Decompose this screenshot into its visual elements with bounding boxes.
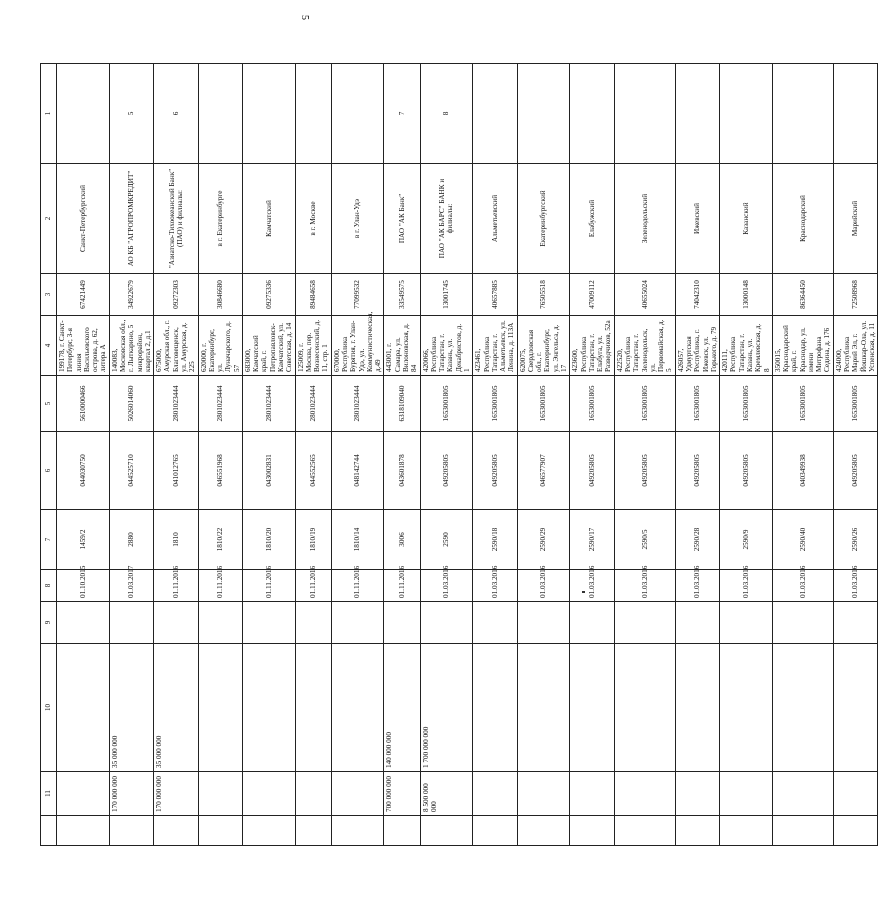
cell-name: ПАО "АК БАРС" БАНК и филиалы: bbox=[420, 164, 473, 274]
cell-date: 01.03.2016 bbox=[675, 570, 719, 602]
table-row bbox=[570, 64, 614, 846]
cell-address: 424000, Республика Марий Эл, г. Йошкар-Ола, ул. Успенская, д. 11 bbox=[833, 316, 877, 376]
cell-address: 422520, Республика Татарстан, г. Зеленодольск, ул. Первомайская, д. 5 bbox=[614, 316, 675, 376]
cell-c9 bbox=[57, 602, 110, 644]
table-row bbox=[517, 64, 570, 846]
row-spacer bbox=[473, 816, 517, 846]
row-spacer bbox=[57, 816, 110, 846]
cell-c10: 35 000 000 bbox=[154, 644, 198, 772]
cell-name: Санкт-Петербургский bbox=[57, 164, 110, 274]
cell-date: 01.11.2016 bbox=[295, 570, 331, 602]
cell-address: 199178, г. Санкт-Петербург, 3-я линия Васильевского острова, д. 62, литера А bbox=[57, 316, 110, 376]
cell-date: 01.03.2016 bbox=[473, 570, 517, 602]
cell-name: "Азиатско-Тихоокеанский Банк" (ПАО) и филиалы: bbox=[154, 164, 198, 274]
cell-name: в г. Улан-Удэ bbox=[331, 164, 384, 274]
cell-reg: 2590/40 bbox=[772, 510, 833, 570]
cell-n bbox=[772, 64, 833, 164]
cell-c9 bbox=[109, 602, 153, 644]
cell-bik: 049205805 bbox=[473, 432, 517, 510]
cell-inn: 5610000466 bbox=[57, 376, 110, 432]
cell-name: Ижевский bbox=[675, 164, 719, 274]
cell-inn: 1653001805 bbox=[473, 376, 517, 432]
cell-c9 bbox=[331, 602, 384, 644]
cell-inn: 1653001805 bbox=[833, 376, 877, 432]
table-row bbox=[198, 64, 242, 846]
cell-address: 423600, Республика Татарстан, г. Елабуга, ул. Разведчиков, 52а bbox=[570, 316, 614, 376]
cell-n bbox=[833, 64, 877, 164]
cell-code: 30846680 bbox=[198, 274, 242, 316]
cell-code: 09275336 bbox=[242, 274, 295, 316]
header-cell: 6 bbox=[41, 432, 57, 510]
cell-c9 bbox=[242, 602, 295, 644]
page-number: 5 bbox=[299, 15, 310, 20]
cell-c11 bbox=[331, 772, 384, 816]
cell-name: Зеленодольский bbox=[614, 164, 675, 274]
cell-code: 47009112 bbox=[570, 274, 614, 316]
cell-n bbox=[614, 64, 675, 164]
cell-inn: 1653001805 bbox=[614, 376, 675, 432]
cell-c9 bbox=[833, 602, 877, 644]
cell-code: 40655024 bbox=[614, 274, 675, 316]
cell-reg: 2590/5 bbox=[614, 510, 675, 570]
row-spacer bbox=[295, 816, 331, 846]
cell-c11 bbox=[720, 772, 773, 816]
header-cell: 7 bbox=[41, 510, 57, 570]
cell-address: 670000, Республика Бурятия, г. Улан-Удэ, ул. Коммунистическая, д.49 bbox=[331, 316, 384, 376]
cell-inn: 2801023444 bbox=[242, 376, 295, 432]
cell-inn: 1653001805 bbox=[420, 376, 473, 432]
cell-c9 bbox=[154, 602, 198, 644]
cell-date: 01.11.2016 bbox=[242, 570, 295, 602]
row-spacer bbox=[331, 816, 384, 846]
row-spacer bbox=[675, 816, 719, 846]
cell-bik: 049205805 bbox=[570, 432, 614, 510]
cell-reg: 1810/20 bbox=[242, 510, 295, 570]
cell-name: Казанский bbox=[720, 164, 773, 274]
cell-bik: 049205805 bbox=[833, 432, 877, 510]
cell-reg: 1810 bbox=[154, 510, 198, 570]
cell-c10 bbox=[833, 644, 877, 772]
cell-c10 bbox=[473, 644, 517, 772]
cell-n bbox=[517, 64, 570, 164]
cell-code: 89484658 bbox=[295, 274, 331, 316]
cell-c9 bbox=[772, 602, 833, 644]
cell-address: 620075, Свердловская обл., г. Екатеринбург, ул. Энгельса, д. 17 bbox=[517, 316, 570, 376]
cell-inn: 2801023444 bbox=[198, 376, 242, 432]
cell-code: 13001745 bbox=[420, 274, 473, 316]
table-row bbox=[331, 64, 384, 846]
cell-bik: 046551968 bbox=[198, 432, 242, 510]
header-cell: 4 bbox=[41, 316, 57, 376]
cell-c11 bbox=[473, 772, 517, 816]
cell-inn: 1653001805 bbox=[517, 376, 570, 432]
cell-name: в г. Екатеринбурге bbox=[198, 164, 242, 274]
cell-c11 bbox=[295, 772, 331, 816]
cell-name: Елабужский bbox=[570, 164, 614, 274]
row-spacer bbox=[614, 816, 675, 846]
table-row bbox=[57, 64, 110, 846]
cell-reg: 3006 bbox=[384, 510, 420, 570]
cell-reg: 1459/2 bbox=[57, 510, 110, 570]
row-spacer bbox=[242, 816, 295, 846]
cell-n bbox=[675, 64, 719, 164]
cell-date: 01.03.2016 bbox=[772, 570, 833, 602]
cell-address: 620000, г. Екатеринбург, ул. Луначарского, д. 57 bbox=[198, 316, 242, 376]
cell-code: 86364450 bbox=[772, 274, 833, 316]
cell-inn: 1653001805 bbox=[772, 376, 833, 432]
cell-reg: 2590/9 bbox=[720, 510, 773, 570]
cell-name: Екатеринбургский bbox=[517, 164, 570, 274]
cell-c10 bbox=[675, 644, 719, 772]
table-row bbox=[720, 64, 773, 846]
cell-bik: 043601878 bbox=[384, 432, 420, 510]
cell-code: 72508968 bbox=[833, 274, 877, 316]
cell-reg: 2590/29 bbox=[517, 510, 570, 570]
cell-name: в г. Москве bbox=[295, 164, 331, 274]
cell-c9 bbox=[614, 602, 675, 644]
cell-n bbox=[473, 64, 517, 164]
cell-code: 67421449 bbox=[57, 274, 110, 316]
cell-inn: 2801023444 bbox=[331, 376, 384, 432]
cell-bik: 048142744 bbox=[331, 432, 384, 510]
cell-bik: 046577907 bbox=[517, 432, 570, 510]
cell-reg: 1810/19 bbox=[295, 510, 331, 570]
cell-date: 01.03.2016 bbox=[420, 570, 473, 602]
cell-c11 bbox=[675, 772, 719, 816]
row-spacer bbox=[517, 816, 570, 846]
cell-n bbox=[57, 64, 110, 164]
cell-c9 bbox=[384, 602, 420, 644]
cell-inn: 6318109040 bbox=[384, 376, 420, 432]
header-cell: 2 bbox=[41, 164, 57, 274]
cell-reg: 2590/28 bbox=[675, 510, 719, 570]
cell-address: 423461, Республика Татарстан, г. Альметьевск, ул. Ленина, д. 113А bbox=[473, 316, 517, 376]
cell-reg: 2590 bbox=[420, 510, 473, 570]
cell-c9 bbox=[570, 602, 614, 644]
table-row bbox=[833, 64, 877, 846]
row-spacer bbox=[109, 816, 153, 846]
cell-c11: 8 500 000 000 bbox=[420, 772, 473, 816]
table-row bbox=[420, 64, 473, 846]
cell-code: 76505518 bbox=[517, 274, 570, 316]
table-row bbox=[675, 64, 719, 846]
cell-c11: 700 000 000 bbox=[384, 772, 420, 816]
cell-c10 bbox=[517, 644, 570, 772]
cell-c11 bbox=[57, 772, 110, 816]
cell-c11 bbox=[570, 772, 614, 816]
header-cell: 8 bbox=[41, 570, 57, 602]
header-cell: 11 bbox=[41, 772, 57, 816]
cell-c11 bbox=[242, 772, 295, 816]
cell-n bbox=[720, 64, 773, 164]
cell-code: 13000148 bbox=[720, 274, 773, 316]
cell-c10: 140 000 000 bbox=[384, 644, 420, 772]
cell-bik: 044552565 bbox=[295, 432, 331, 510]
cell-address: 140083, Московская обл., г. Лыткарино, 5 микрорайон, квартал 2, д.1 bbox=[109, 316, 153, 376]
cell-inn: 1653001805 bbox=[675, 376, 719, 432]
cell-c10 bbox=[57, 644, 110, 772]
cell-c10: 35 000 000 bbox=[109, 644, 153, 772]
header-cell: 10 bbox=[41, 644, 57, 772]
cell-c11 bbox=[614, 772, 675, 816]
table-row bbox=[154, 64, 198, 846]
cell-date: 01.03.2016 bbox=[517, 570, 570, 602]
cell-code: 40657885 bbox=[473, 274, 517, 316]
table-row bbox=[109, 64, 153, 846]
cell-reg: 2590/17 bbox=[570, 510, 614, 570]
cell-code: 74042310 bbox=[675, 274, 719, 316]
cell-c10 bbox=[614, 644, 675, 772]
cell-inn: 2801023444 bbox=[295, 376, 331, 432]
cell-n bbox=[331, 64, 384, 164]
cell-date: 01.03.2016 bbox=[833, 570, 877, 602]
cell-name: АО КБ "АГРОПРОМКРЕДИТ" bbox=[109, 164, 153, 274]
cell-date: 01.11.2016 bbox=[198, 570, 242, 602]
cell-address: 125009, г. Москва, пер. Вознесенский, д. 11, стр. 1 bbox=[295, 316, 331, 376]
table-row bbox=[384, 64, 420, 846]
cell-reg: 1810/14 bbox=[331, 510, 384, 570]
cell-date: 01.10.2015 bbox=[57, 570, 110, 602]
cell-n bbox=[295, 64, 331, 164]
cell-c9 bbox=[720, 602, 773, 644]
cell-address: 683000, Камчатский край, г. Петропавловск-Камчатский, ул. Советская, д. 14 bbox=[242, 316, 295, 376]
cell-c9 bbox=[517, 602, 570, 644]
cell-address: 443001, г. Самара, ул. Вилоновская, д. 84 bbox=[384, 316, 420, 376]
cell-c10 bbox=[242, 644, 295, 772]
cell-address: 350015, Краснодарский край, г. Краснодар, ул. имени Митрофана Седина, д. 176 bbox=[772, 316, 833, 376]
cell-address: 420111, Республика Татарстан, г. Казань, ул. Кремлевская, д. 8 bbox=[720, 316, 773, 376]
cell-n: 6 bbox=[154, 64, 198, 164]
cell-bik: 043002831 bbox=[242, 432, 295, 510]
cell-name: Краснодарский bbox=[772, 164, 833, 274]
cell-bik: 049205805 bbox=[675, 432, 719, 510]
cell-c11 bbox=[198, 772, 242, 816]
cell-reg: 2590/18 bbox=[473, 510, 517, 570]
header-cell: 9 bbox=[41, 602, 57, 644]
cell-name: ПАО "АК Банк" bbox=[384, 164, 420, 274]
header-cell: 5 bbox=[41, 376, 57, 432]
row-spacer bbox=[772, 816, 833, 846]
cell-bik: 041012765 bbox=[154, 432, 198, 510]
cell-n bbox=[198, 64, 242, 164]
cell-c11 bbox=[833, 772, 877, 816]
row-spacer bbox=[570, 816, 614, 846]
cell-code: 33549575 bbox=[384, 274, 420, 316]
row-spacer bbox=[420, 816, 473, 846]
header-cell bbox=[41, 816, 57, 846]
row-spacer bbox=[384, 816, 420, 846]
cell-c9 bbox=[675, 602, 719, 644]
table-row bbox=[772, 64, 833, 846]
cell-date: 01.03.2016 bbox=[720, 570, 773, 602]
cell-bik: 040349938 bbox=[772, 432, 833, 510]
cell-c9 bbox=[295, 602, 331, 644]
cell-code: 09272303 bbox=[154, 274, 198, 316]
row-spacer bbox=[198, 816, 242, 846]
cell-c10 bbox=[570, 644, 614, 772]
cell-bik: 049205805 bbox=[614, 432, 675, 510]
cell-date: 01.03.2016 bbox=[570, 570, 614, 602]
header-cell: 3 bbox=[41, 274, 57, 316]
cell-name: Марийский bbox=[833, 164, 877, 274]
row-spacer bbox=[720, 816, 773, 846]
row-spacer bbox=[833, 816, 877, 846]
cell-n: 5 bbox=[109, 64, 153, 164]
cell-n bbox=[242, 64, 295, 164]
cell-date: 01.11.2016 bbox=[384, 570, 420, 602]
table-row bbox=[242, 64, 295, 846]
table-row bbox=[473, 64, 517, 846]
cell-address: 426057, Удмуртская Республика, г. Ижевск, ул. Горького, д. 79 bbox=[675, 316, 719, 376]
cell-c9 bbox=[420, 602, 473, 644]
cell-date: 01.03.2016 bbox=[614, 570, 675, 602]
cell-c10 bbox=[772, 644, 833, 772]
cell-c10 bbox=[331, 644, 384, 772]
table-row bbox=[614, 64, 675, 846]
cell-code: 34922679 bbox=[109, 274, 153, 316]
cell-code: 77099532 bbox=[331, 274, 384, 316]
cell-c11 bbox=[772, 772, 833, 816]
header-cell: 1 bbox=[41, 64, 57, 164]
cell-inn: 5026014060 bbox=[109, 376, 153, 432]
cell-c10 bbox=[720, 644, 773, 772]
cell-c10: 1 700 000 000 bbox=[420, 644, 473, 772]
cell-n bbox=[570, 64, 614, 164]
table-header-row bbox=[41, 64, 57, 846]
cell-bik: 044030750 bbox=[57, 432, 110, 510]
cell-date: 01.03.2017 bbox=[109, 570, 153, 602]
cell-address: 420066, Республика Татарстан, г. Казань, ул. Декабристов, д. 1 bbox=[420, 316, 473, 376]
cell-date: 01.11.2016 bbox=[331, 570, 384, 602]
cell-c11 bbox=[517, 772, 570, 816]
cell-inn: 1653001805 bbox=[570, 376, 614, 432]
cell-bik: 044525710 bbox=[109, 432, 153, 510]
document-page bbox=[40, 64, 876, 846]
cell-c10 bbox=[198, 644, 242, 772]
bank-list-table bbox=[40, 63, 878, 846]
cell-c10 bbox=[295, 644, 331, 772]
cell-date: 01.11.2016 bbox=[154, 570, 198, 602]
cell-bik: 049205805 bbox=[720, 432, 773, 510]
cell-c9 bbox=[198, 602, 242, 644]
cell-bik: 049205805 bbox=[420, 432, 473, 510]
table-row bbox=[295, 64, 331, 846]
cell-inn: 2801023444 bbox=[154, 376, 198, 432]
scan-mark bbox=[582, 591, 585, 593]
rotated-table-wrapper bbox=[40, 64, 876, 846]
cell-reg: 2590/26 bbox=[833, 510, 877, 570]
cell-c11: 170 000 000 bbox=[154, 772, 198, 816]
cell-name: Камчатский bbox=[242, 164, 295, 274]
cell-c9 bbox=[473, 602, 517, 644]
cell-reg: 2880 bbox=[109, 510, 153, 570]
cell-n: 8 bbox=[420, 64, 473, 164]
cell-n: 7 bbox=[384, 64, 420, 164]
cell-name: Альметьевский bbox=[473, 164, 517, 274]
cell-reg: 1810/22 bbox=[198, 510, 242, 570]
cell-inn: 1653001805 bbox=[720, 376, 773, 432]
cell-address: 675000, Амурская обл., г. Благовещенск, ул. Амурская, д. 225 bbox=[154, 316, 198, 376]
cell-c11: 170 000 000 bbox=[109, 772, 153, 816]
row-spacer bbox=[154, 816, 198, 846]
